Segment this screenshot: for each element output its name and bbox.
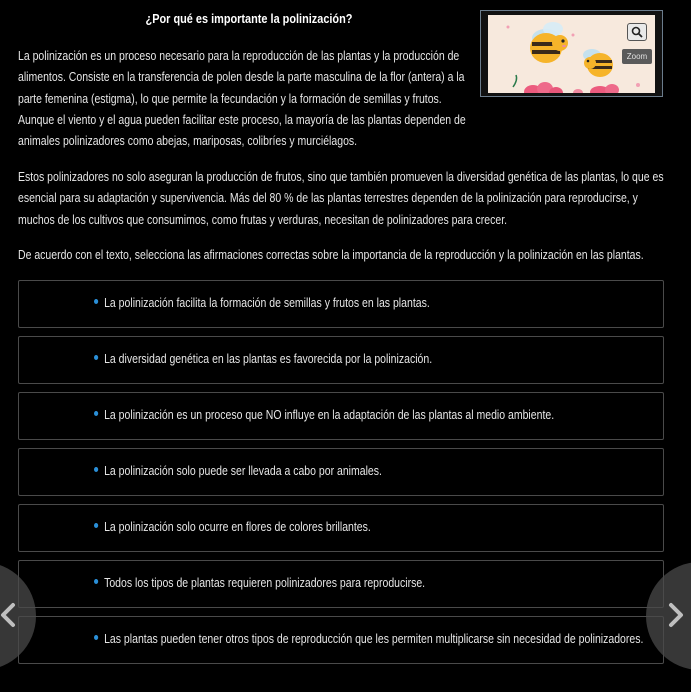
answer-options [18,280,664,672]
answer-option[interactable] [18,504,664,552]
intro-paragraph: La polinización es un proceso necesario para la reproducción de las plantas y la producción de alimentos. Consiste en la transferencia de polen desde la parte masculina de la flor (antera) a la parte femenina (estigma), lo que permite la fecundación y la formación de semillas y frutos. Aunque el viento y el agua pueden facilitar este proceso, la mayoría de las plantas dependen de animales polinizadores como abejas, mariposas, colibríes y murciélagos. [18,49,466,149]
second-paragraph: Estos polinizadores no solo aseguran la producción de frutos, sino que también promueven la diversidad genética de las plantas, lo que es esencial para su adaptación y supervivencia. Más del 80 % de las plantas terrestres dependen de la polinización para reproducirse, y muchos de los cultivos que consumimos, como frutas y verduras, necesitan de polinizadores para crecer. [18,170,664,227]
bullet-icon [94,523,98,528]
answer-option[interactable] [18,560,664,608]
bullet-icon [94,411,98,416]
option-label: La polinización facilita la formación de semillas y frutos en las plantas. [104,296,430,310]
zoom-tooltip: Zoom [622,49,652,64]
option-label: La diversidad genética en las plantas es favorecida por la polinización. [104,352,433,366]
chevron-right-icon [668,602,684,628]
option-label: La polinización solo puede ser llevada a cabo por animales. [104,464,382,478]
question-instruction: De acuerdo con el texto, selecciona las afirmaciones correctas sobre la importancia de la reproducción y la polinización en las plantas. [18,248,644,262]
answer-option[interactable] [18,280,664,328]
bullet-icon [94,467,98,472]
chevron-left-icon [0,602,16,628]
bullet-icon [94,635,98,640]
page-title: ¿Por qué es importante la polinización? [145,11,353,26]
bullet-icon [94,299,98,304]
bees-illustration [488,15,655,93]
answer-option[interactable] [18,336,664,384]
option-label: Las plantas pueden tener otros tipos de reproducción que les permiten multiplicarse sin necesidad de polinizadores. [104,632,644,646]
zoom-button[interactable] [627,23,647,41]
bullet-icon [94,579,98,584]
magnifier-icon [631,26,643,38]
answer-option[interactable] [18,392,664,440]
option-label: La polinización es un proceso que NO influye en la adaptación de las plantas al medio ambiente. [104,408,555,422]
answer-option[interactable] [18,616,664,664]
illustration-frame[interactable] [480,10,663,97]
bullet-icon [94,355,98,360]
option-label: Todos los tipos de plantas requieren polinizadores para reproducirse. [104,576,426,590]
option-label: La polinización solo ocurre en flores de colores brillantes. [104,520,371,534]
answer-option[interactable] [18,448,664,496]
